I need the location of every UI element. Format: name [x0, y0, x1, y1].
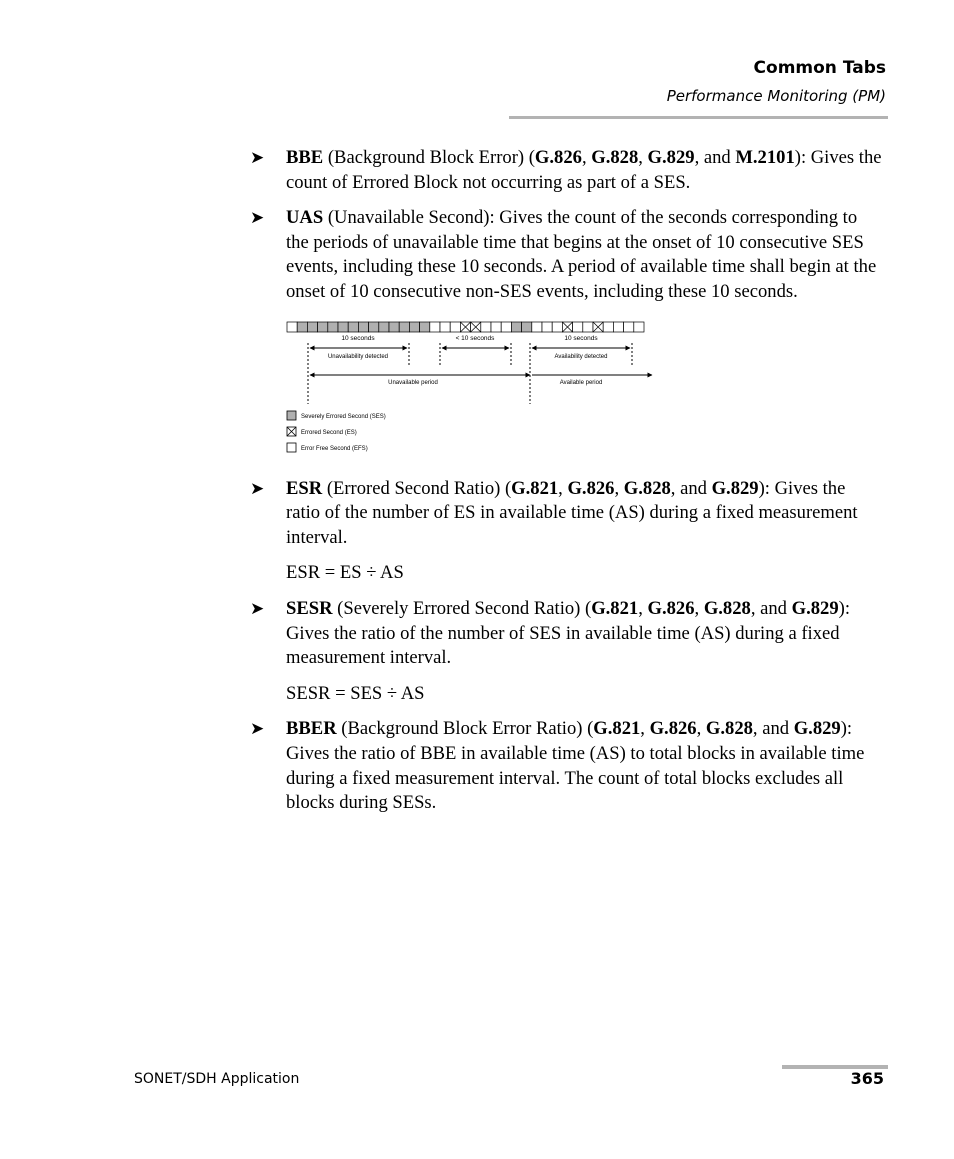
std-ref: G.828: [623, 477, 671, 499]
term-uas: UAS: [286, 207, 324, 229]
std-ref: G.829: [711, 477, 759, 499]
sep: ,: [694, 597, 704, 619]
sep: , and: [750, 597, 792, 619]
cell-efs: [430, 322, 440, 332]
sep: ,: [638, 597, 648, 619]
desc-text: ): Gives the ratio of the number of ES in available time (AS) during a fixed measurement interval.: [286, 477, 858, 548]
cell-efs: [501, 322, 511, 332]
label-10-seconds-2: 10 seconds: [564, 334, 598, 342]
cell-efs: [287, 322, 297, 332]
desc-text: ): Gives the ratio of BBE in available time (AS) to total blocks in available time during a fixed measurement interval. The count of total blocks excludes all blocks during SESs.: [286, 718, 865, 814]
std-ref: M.2101: [735, 147, 795, 168]
desc-text: (Errored Second Ratio) (: [322, 477, 512, 499]
section-title: Common Tabs: [753, 58, 886, 78]
cell-efs: [573, 322, 583, 332]
desc-text: ): Gives the count of Errored Block not occurring as part of a SES.: [286, 147, 882, 193]
cell-ses: [348, 322, 358, 332]
std-ref: G.826: [647, 597, 695, 619]
term-bbe: BBE: [286, 147, 324, 168]
sep: ,: [614, 477, 624, 499]
cell-ses: [522, 322, 532, 332]
legend-efs-swatch: [287, 443, 296, 452]
cell-ses: [409, 322, 419, 332]
cell-efs: [613, 322, 623, 332]
sep: , and: [694, 147, 736, 168]
cell-efs: [450, 322, 460, 332]
sep: ,: [558, 477, 568, 499]
std-ref: G.828: [705, 718, 753, 740]
timeline-diagram: [286, 316, 666, 466]
desc-text: (Background Block Error Ratio) (: [336, 718, 594, 740]
bullet-arrow-icon: ➤: [250, 478, 265, 499]
header-rule: [509, 116, 888, 119]
cell-efs: [552, 322, 562, 332]
page-number: 365: [850, 1069, 884, 1088]
sep: ,: [640, 718, 650, 740]
bullet-bber: [250, 717, 882, 815]
cell-ses: [318, 322, 328, 332]
cell-ses: [379, 322, 389, 332]
cell-efs: [603, 322, 613, 332]
cell-efs: [583, 322, 593, 332]
cell-efs: [532, 322, 542, 332]
std-ref: G.826: [649, 718, 697, 740]
std-ref: G.828: [703, 597, 751, 619]
cell-efs: [634, 322, 644, 332]
bullet-arrow-icon: ➤: [250, 719, 265, 740]
bullet-arrow-icon: ➤: [250, 148, 265, 168]
legend-es-label: Errored Second (ES): [301, 429, 357, 436]
cell-ses: [297, 322, 307, 332]
cell-efs: [624, 322, 634, 332]
cell-ses: [399, 322, 409, 332]
sep: , and: [752, 718, 794, 740]
cell-efs: [491, 322, 501, 332]
desc-text: (Unavailable Second): Gives the count of the seconds corresponding to the periods of unavailable time that begins at the onset of 10 consecutive SES events, including these 10 seconds. A period of available time shall begin at the onset of 10 consecutive non-SES events, including these 10 seconds.: [286, 207, 877, 302]
cell-ses: [307, 322, 317, 332]
cell-efs: [481, 322, 491, 332]
sep: , and: [670, 477, 712, 499]
label-10-seconds-1: 10 seconds: [341, 334, 375, 342]
formula-esr: ESR = ES ÷ AS: [286, 562, 404, 584]
label-unavailable-period: Unavailable period: [388, 379, 438, 386]
label-availability-detected: Availability detected: [554, 353, 608, 360]
label-less-10-seconds: < 10 seconds: [455, 334, 495, 342]
std-ref: G.826: [534, 147, 582, 168]
desc-text: (Severely Errored Second Ratio) (: [332, 597, 592, 619]
cell-ses: [389, 322, 399, 332]
cell-ses: [420, 322, 430, 332]
cell-ses: [358, 322, 368, 332]
std-ref: G.829: [791, 597, 839, 619]
bullet-bbe: [250, 146, 882, 195]
term-sesr: SESR: [286, 597, 333, 619]
legend-ses-swatch: [287, 411, 296, 420]
sep: ,: [638, 147, 648, 168]
second-cells: [287, 322, 644, 332]
cell-efs: [440, 322, 450, 332]
std-ref: G.826: [567, 477, 615, 499]
std-ref: G.829: [793, 718, 841, 740]
term-bber: BBER: [286, 718, 337, 740]
std-ref: G.821: [591, 597, 639, 619]
section-subtitle: Performance Monitoring (PM): [666, 87, 886, 105]
cell-ses: [328, 322, 338, 332]
bullet-arrow-icon: ➤: [250, 598, 265, 619]
sep: ,: [581, 147, 592, 168]
std-ref: G.828: [591, 147, 639, 168]
page-content: [250, 146, 882, 827]
bullet-arrow-icon: ➤: [250, 208, 265, 229]
cell-ses: [338, 322, 348, 332]
legend: [287, 411, 386, 452]
desc-text: (Background Block Error) (: [323, 147, 535, 168]
std-ref: G.821: [511, 477, 559, 499]
legend-ses-label: Severely Errored Second (SES): [301, 413, 386, 420]
term-esr: ESR: [286, 477, 323, 499]
cell-ses: [511, 322, 521, 332]
label-unavailability-detected: Unavailability detected: [327, 353, 389, 360]
uas-timeline-figure: [286, 316, 882, 466]
bullet-sesr: [250, 597, 882, 671]
std-ref: G.821: [593, 718, 641, 740]
desc-text: ): Gives the ratio of the number of SES in available time (AS) during a fixed measurement interval.: [286, 597, 850, 669]
bullet-uas: [250, 206, 882, 304]
cell-ses: [369, 322, 379, 332]
footer-doc-title: SONET/SDH Application: [134, 1071, 300, 1087]
timeline-annotations: [308, 343, 652, 404]
std-ref: G.829: [647, 147, 695, 168]
bullet-esr: [250, 477, 882, 551]
formula-sesr: SESR = SES ÷ AS: [286, 682, 425, 704]
cell-efs: [542, 322, 552, 332]
legend-efs-label: Error Free Second (EFS): [301, 445, 368, 452]
label-available-period: Available period: [559, 379, 603, 386]
sep: ,: [696, 718, 706, 740]
